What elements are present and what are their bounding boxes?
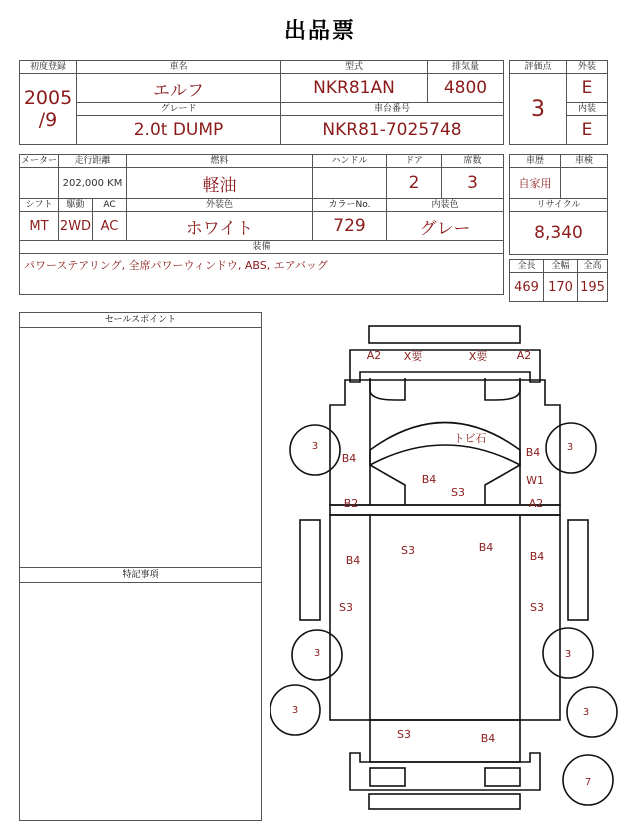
ext-color-value: ホワイト	[127, 212, 313, 241]
int-color-value: グレー	[387, 212, 504, 241]
fuel-value: 軽油	[127, 168, 313, 199]
dimension-table	[509, 259, 608, 302]
ac-value: AC	[93, 212, 127, 241]
mark-right-a2: A2	[528, 497, 544, 510]
height-value: 195	[578, 273, 608, 302]
fuel-label: 燃料	[127, 155, 313, 168]
history-value: 自家用	[510, 168, 561, 199]
mark-front-x2: X要	[468, 350, 488, 363]
drive-label: 駆動	[59, 199, 93, 212]
mark-left-b4-upper: B4	[341, 452, 357, 465]
interior-value: E	[567, 116, 608, 145]
sales-points-label: セールスポイント	[20, 313, 261, 328]
equipment-label: 装備	[20, 241, 504, 254]
inspection-value	[561, 168, 608, 199]
mileage-value: 202,000 KM	[59, 168, 127, 199]
inspection-label: 車検	[561, 155, 608, 168]
mark-bed-s3: S3	[401, 544, 415, 557]
recycle-label: リサイクル	[510, 199, 608, 212]
model-value: NKR81AN	[281, 74, 428, 103]
grade-value: 2.0t DUMP	[77, 116, 281, 145]
mark-left-b2: B2	[343, 497, 359, 510]
special-notes-label: 特記事項	[20, 568, 261, 583]
mark-cab-s3: S3	[451, 486, 465, 499]
seats-label: 席数	[442, 155, 504, 168]
handle-label: ハンドル	[313, 155, 387, 168]
drive-value: 2WD	[59, 212, 93, 241]
spec-table	[19, 154, 504, 295]
tire-rear-right-2: 3	[582, 707, 590, 718]
page-title: 出品票	[283, 19, 356, 44]
meter-label: メーター	[20, 156, 57, 166]
length-label: 全長	[510, 260, 544, 273]
score-table	[509, 60, 608, 145]
int-color-label: 内装色	[387, 199, 504, 212]
mark-rear-s3: S3	[397, 728, 411, 741]
chassis-value: NKR81-7025748	[281, 116, 504, 145]
mark-cab-b4: B4	[421, 473, 437, 486]
mark-left-s3-side: S3	[339, 601, 353, 614]
exterior-label: 外装	[567, 61, 608, 74]
shift-value: MT	[20, 212, 59, 241]
displacement-value: 4800	[428, 74, 504, 103]
model-label: 型式	[281, 61, 428, 74]
mark-right-b4-upper: B4	[525, 446, 541, 459]
handle-value	[313, 168, 387, 199]
color-no-value: 729	[313, 212, 387, 241]
mark-windshield: トビ石	[453, 432, 487, 445]
seats-value: 3	[442, 168, 504, 199]
mark-front-right-a2: A2	[516, 349, 532, 362]
sales-points-box	[19, 312, 262, 568]
first-reg-year: 2005	[23, 87, 73, 109]
vehicle-info-table	[19, 60, 504, 145]
score-label: 評価点	[510, 61, 567, 74]
mark-right-w1: W1	[526, 474, 544, 487]
first-reg-label: 初度登録	[20, 61, 77, 74]
car-name-label: 車名	[77, 61, 281, 74]
recycle-value: 8,340	[510, 212, 608, 255]
mark-front-left-a2: A2	[366, 349, 382, 362]
length-value: 469	[510, 273, 544, 302]
grade-label: グレード	[77, 103, 281, 116]
mark-bed-b4: B4	[478, 541, 494, 554]
displacement-label: 排気量	[428, 61, 504, 74]
car-name-value: エルフ	[77, 74, 281, 103]
ext-color-label: 外装色	[127, 199, 313, 212]
ac-label: AC	[93, 199, 127, 212]
first-reg-month: /9	[38, 109, 58, 131]
equipment-value: パワーステアリング, 全席パワーウィンドウ, ABS, エアバッグ	[20, 254, 504, 295]
exterior-value: E	[567, 74, 608, 103]
score-value: 3	[510, 74, 567, 145]
tire-rear-left-1: 3	[313, 648, 321, 659]
special-notes-box	[19, 567, 262, 821]
mark-right-b4-side: B4	[529, 550, 545, 563]
chassis-label: 車台番号	[281, 103, 504, 116]
first-reg-value	[20, 74, 77, 145]
tire-rear-right-1: 3	[564, 649, 572, 660]
mileage-label: 走行距離	[59, 155, 127, 168]
shift-label: シフト	[20, 199, 59, 212]
tire-front-left: 3	[311, 441, 319, 452]
meter-value	[20, 168, 59, 199]
height-label: 全高	[578, 260, 608, 273]
mark-right-s3-side: S3	[530, 601, 544, 614]
history-table	[509, 154, 608, 255]
color-no-label: カラーNo.	[313, 199, 387, 212]
mark-rear-b4: B4	[480, 732, 496, 745]
tire-rear-left-2: 3	[291, 705, 299, 716]
doors-value: 2	[387, 168, 442, 199]
truck-damage-diagram	[270, 320, 630, 825]
width-label: 全幅	[544, 260, 578, 273]
doors-label: ドア	[387, 155, 442, 168]
mark-left-b4-side: B4	[345, 554, 361, 567]
width-value: 170	[544, 273, 578, 302]
tire-spare: 7	[584, 777, 592, 788]
tire-front-right: 3	[566, 442, 574, 453]
mark-front-x1: X要	[403, 350, 423, 363]
history-label: 車歴	[510, 155, 561, 168]
interior-label: 内装	[567, 103, 608, 116]
